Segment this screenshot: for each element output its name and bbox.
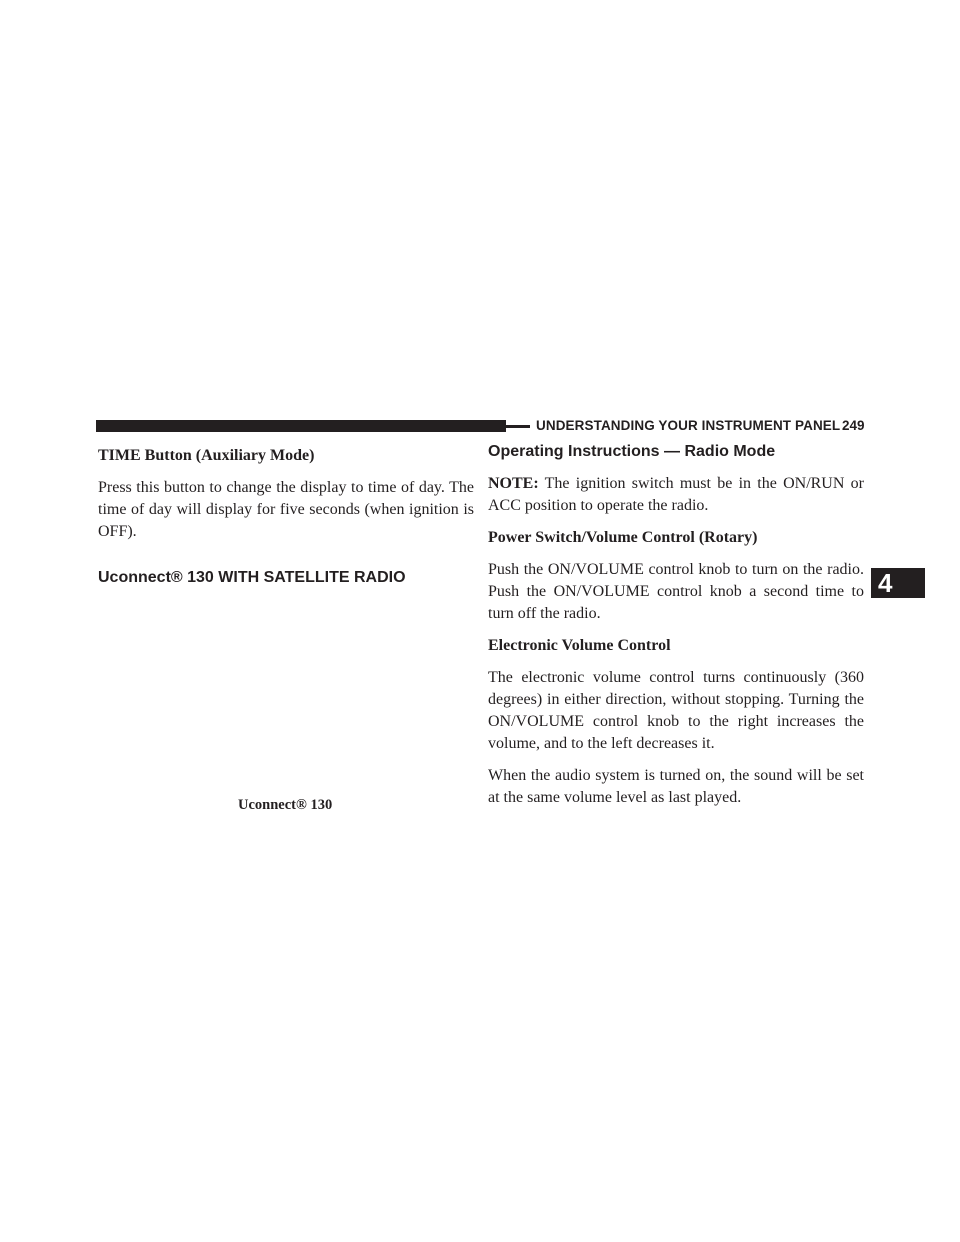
header-rule-bar (96, 420, 506, 432)
note-label: NOTE: (488, 475, 539, 492)
header-rule-line (506, 425, 530, 428)
figure-caption: Uconnect® 130 (238, 797, 333, 813)
note-paragraph (488, 473, 864, 517)
heading-uconnect-130: Uconnect® 130 WITH SATELLITE RADIO (98, 569, 406, 586)
heading-electronic-volume: Electronic Volume Control (488, 637, 671, 654)
running-header-title: UNDERSTANDING YOUR INSTRUMENT PANEL (536, 418, 841, 433)
chapter-tab: 4 (871, 568, 925, 598)
right-column (488, 445, 864, 819)
paragraph-audio-system: When the audio system is turned on, the sound will be set at the same volume level as last played. (488, 767, 864, 806)
paragraph-time-button: Press this button to change the display to time of day. The time of day will display for five seconds (when ignition is OFF). (98, 479, 474, 540)
paragraph-electronic-volume: The electronic volume control turns continuously (360 degrees) in either direction, without stopping. Turning the ON/VOLUME control knob to the right increases the volume, and to the left decreases it. (488, 669, 864, 752)
heading-power-switch: Power Switch/Volume Control (Rotary) (488, 529, 758, 546)
page-number: 249 (842, 418, 865, 433)
paragraph-power-switch: Push the ON/VOLUME control knob to turn on the radio. Push the ON/VOLUME control knob a second time to turn off the radio. (488, 561, 864, 622)
heading-operating-instructions: Operating Instructions — Radio Mode (488, 443, 776, 460)
note-text: The ignition switch must be in the ON/RUN or ACC position to operate the radio. (488, 475, 864, 514)
left-column (98, 445, 474, 588)
heading-time-button: TIME Button (Auxiliary Mode) (98, 447, 315, 464)
